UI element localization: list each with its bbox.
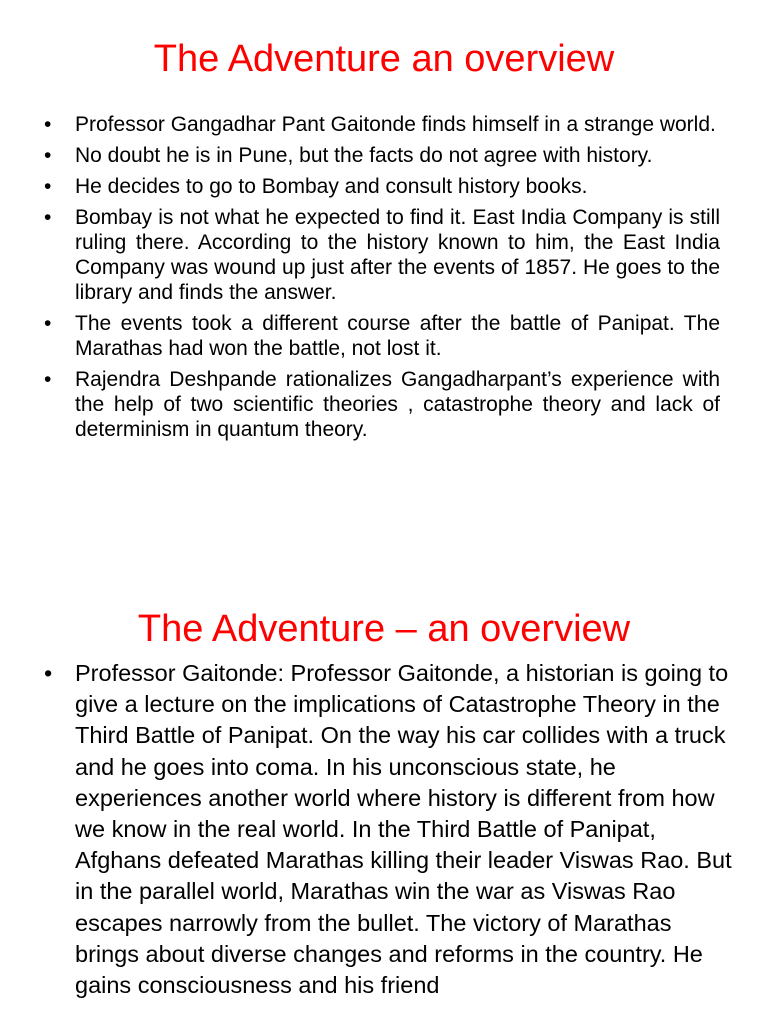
bullet-text: The events took a different course after the battle of Panipat. The Marathas had won the battle, not lost it. [75, 312, 720, 360]
bullet-list [44, 658, 734, 1001]
list-item [44, 367, 720, 442]
bullet-icon: • [44, 660, 53, 686]
bullet-icon: • [44, 368, 52, 391]
bullet-text: Professor Gangadhar Pant Gaitonde finds himself in a strange world. [75, 113, 716, 136]
bullet-icon: • [44, 113, 52, 136]
bullet-text: Professor Gaitonde: Professor Gaitonde, a historian is going to give a lecture on the implications of Catastrophe Theory in the Third Battle of Panipat. On the way his car collides with a truck and he goes into coma. In his unconscious state, he experiences another world where history is different from how we know in the real world. In the Third Battle of Panipat, Afghans defeated Marathas killing their leader Viswas Rao. But in the parallel world, Marathas win the war as Viswas Rao escapes narrowly from the bullet. The victory of Marathas brings about diverse changes and reforms in the country. He gains consciousness and his friend [75, 660, 732, 999]
bullet-list [44, 112, 720, 448]
bullet-icon: • [44, 206, 52, 229]
slide-2 [0, 600, 768, 1024]
slide-title: The Adventure – an overview [137, 608, 631, 650]
bullet-text: Bombay is not what he expected to find it. East India Company is still ruling there. According to the history known to him, the East India Company was wound up just after the events of 1857. He goes to the library and finds the answer. [75, 206, 720, 304]
list-item [44, 205, 720, 305]
list-item [44, 311, 720, 361]
list-item [44, 143, 720, 168]
slide-title: The Adventure an overview [153, 38, 615, 80]
bullet-icon: • [44, 144, 52, 167]
bullet-icon: • [44, 312, 52, 335]
list-item [44, 174, 720, 199]
bullet-text: Rajendra Deshpande rationalizes Gangadharpant’s experience with the help of two scientific theories , catastrophe theory and lack of determinism in quantum theory. [75, 368, 720, 441]
bullet-text: He decides to go to Bombay and consult history books. [75, 175, 588, 198]
list-item [44, 658, 734, 1001]
bullet-icon: • [44, 175, 52, 198]
list-item [44, 112, 720, 137]
bullet-text: No doubt he is in Pune, but the facts do not agree with history. [75, 144, 653, 167]
